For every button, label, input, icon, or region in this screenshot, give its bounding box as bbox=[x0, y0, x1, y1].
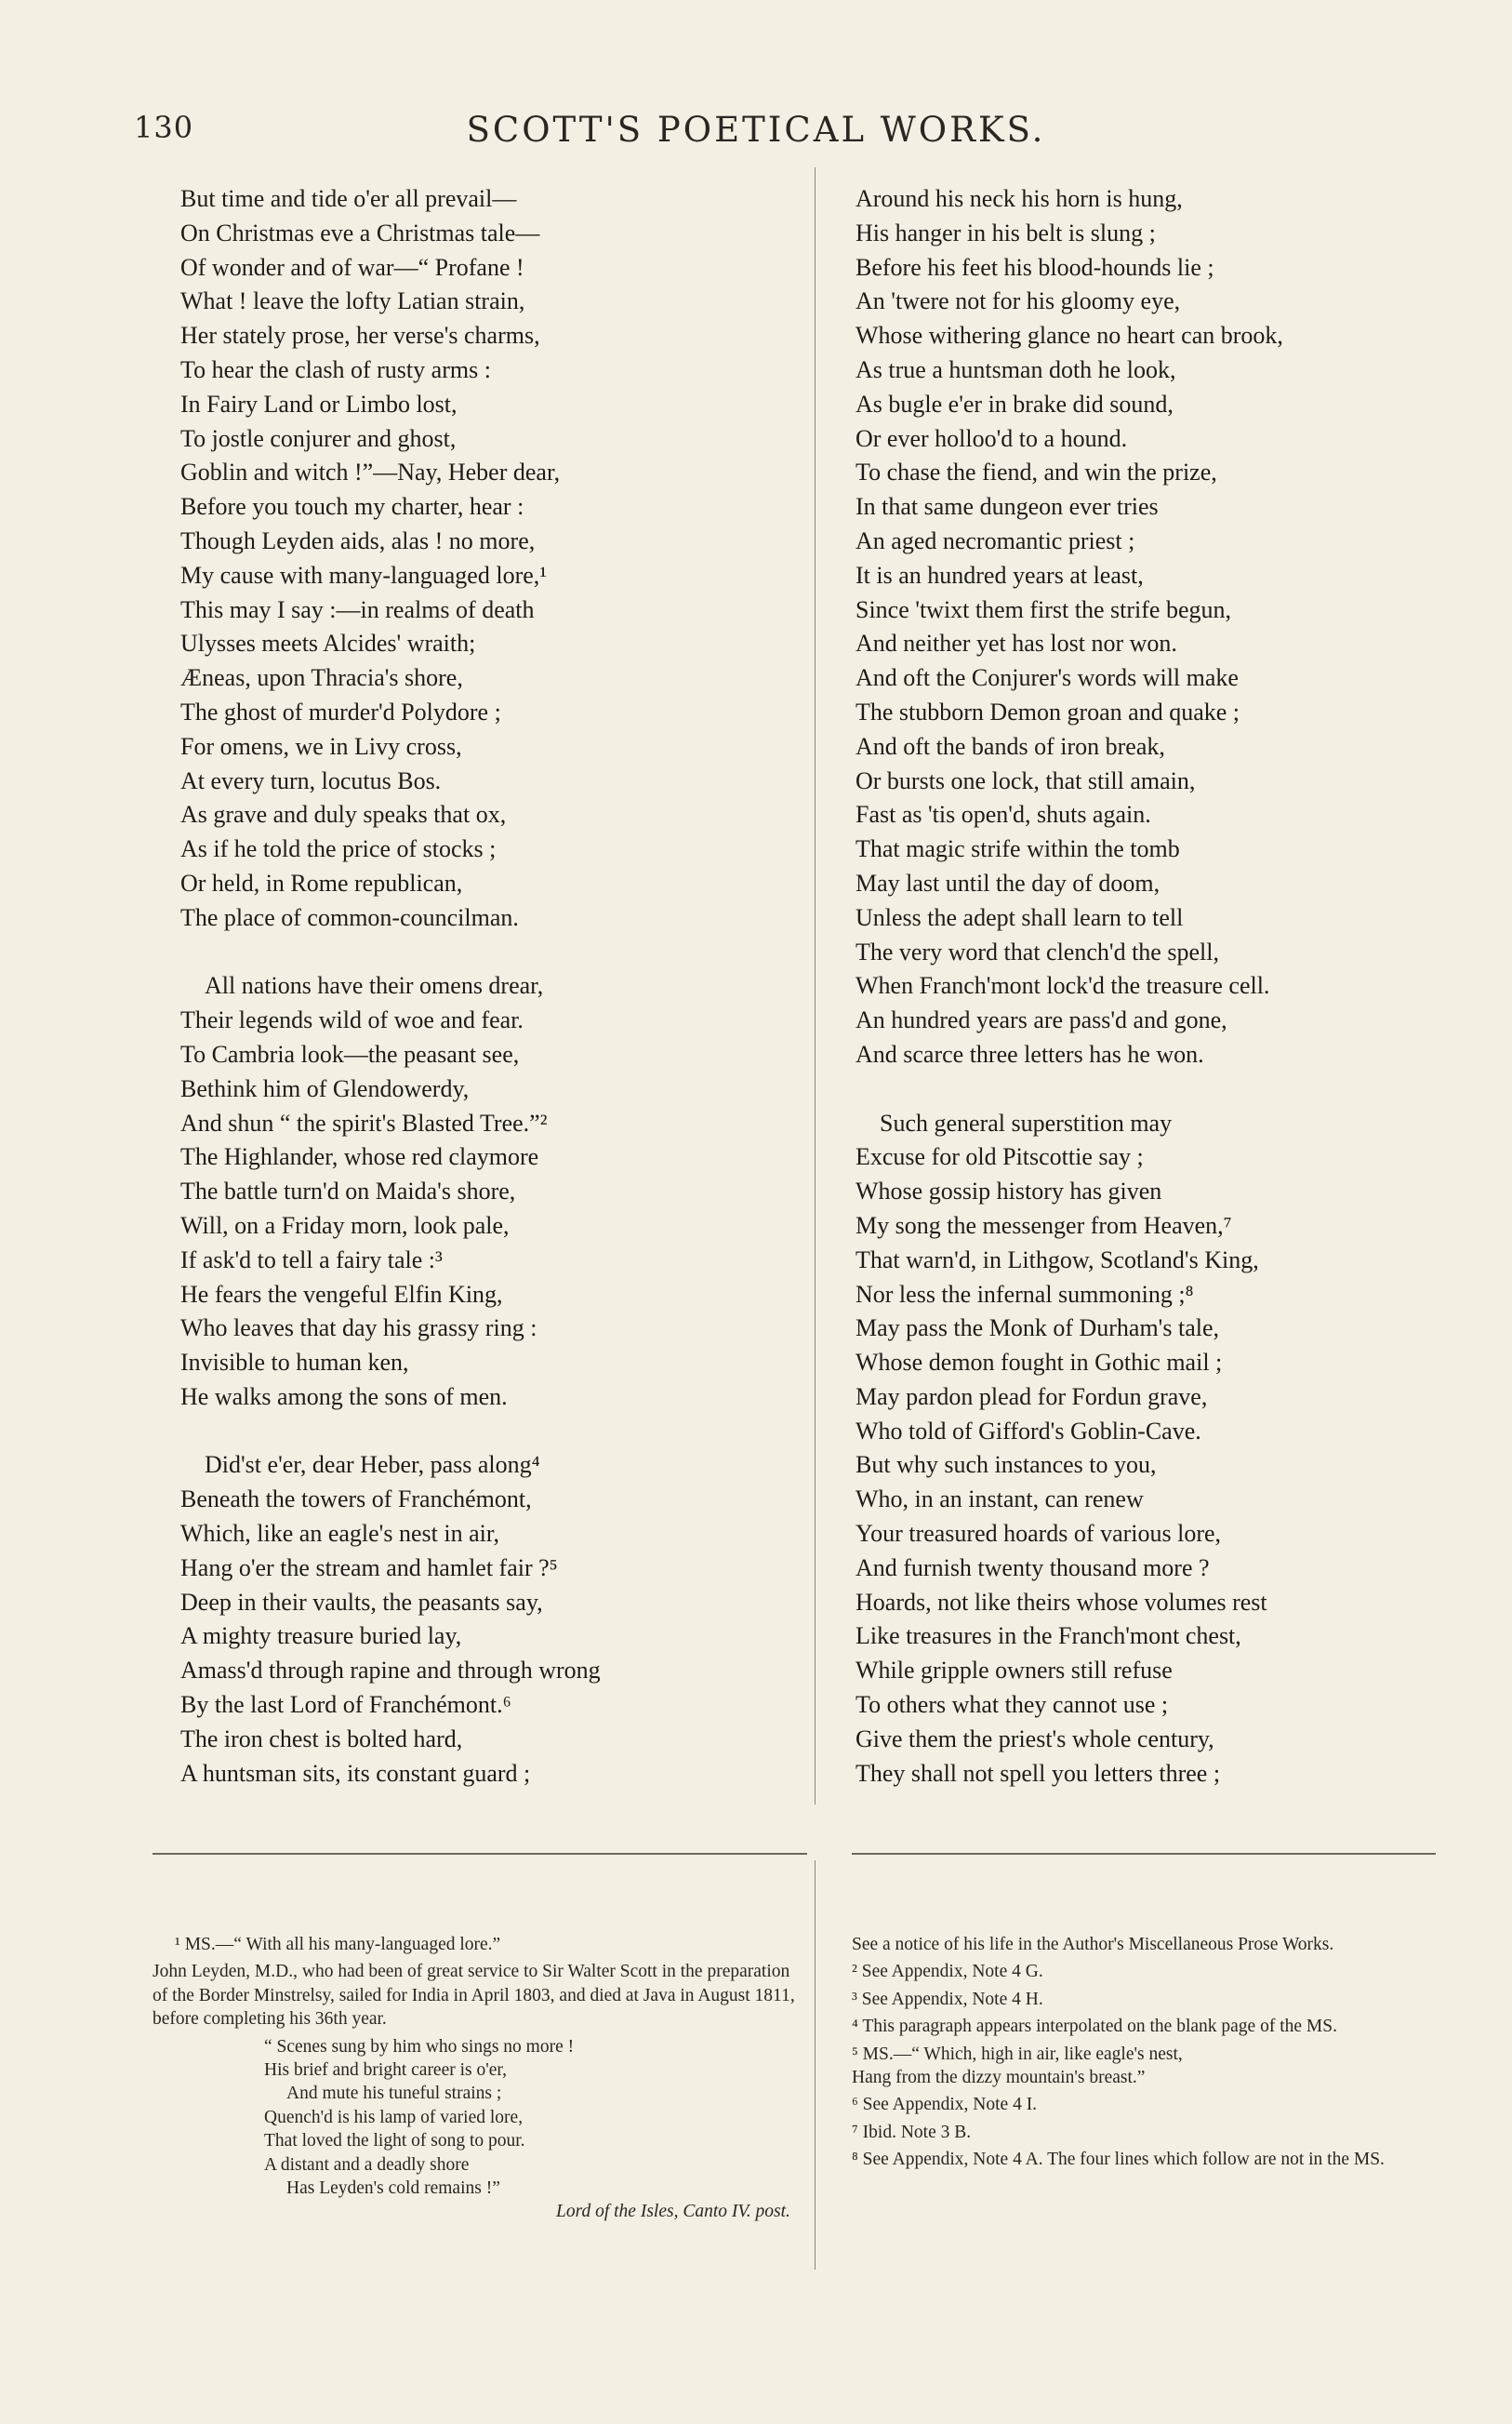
poem-line: An hundred years are pass'd and gone, bbox=[855, 1006, 1227, 1034]
poem-line: Of wonder and of war—“ Profane ! bbox=[180, 253, 524, 281]
footnote-poem-line: That loved the light of song to pour. bbox=[264, 2131, 525, 2151]
poem-line: Whose demon fought in Gothic mail ; bbox=[855, 1349, 1223, 1377]
poem-line: Or bursts one lock, that still amain, bbox=[855, 766, 1196, 794]
footnotes-left bbox=[153, 1933, 803, 2224]
poem-line: Fast as 'tis open'd, shuts again. bbox=[855, 801, 1151, 829]
left-poem-column bbox=[180, 182, 813, 1791]
poem-line: His hanger in his belt is slung ; bbox=[855, 219, 1156, 246]
poem-line: Around his neck his horn is hung, bbox=[855, 185, 1183, 212]
footnote-right-item: ³ See Appendix, Note 4 H. bbox=[852, 1989, 1043, 2009]
poem-line: My song the messenger from Heaven,⁷ bbox=[855, 1211, 1232, 1239]
poem-line: Since 'twixt them first the strife begun, bbox=[855, 595, 1231, 623]
poem-line: The iron chest is bolted hard, bbox=[180, 1725, 463, 1752]
poem-line: Unless the adept shall learn to tell bbox=[855, 903, 1184, 931]
footnote-right-item: Hang from the dizzy mountain's breast.” bbox=[852, 2068, 1146, 2088]
poem-line: Or ever holloo'd to a hound. bbox=[855, 424, 1128, 452]
poem-line: Your treasured hoards of various lore, bbox=[855, 1520, 1222, 1548]
poem-line: Give them the priest's whole century, bbox=[855, 1725, 1214, 1752]
poem-line: Nor less the infernal summoning ;⁸ bbox=[855, 1280, 1194, 1308]
poem-line: Æneas, upon Thracia's shore, bbox=[180, 664, 463, 692]
column-divider bbox=[815, 167, 816, 1805]
poem-line: He walks among the sons of men. bbox=[180, 1382, 508, 1410]
poem-line: They shall not spell you letters three ; bbox=[855, 1759, 1221, 1787]
poem-line: Beneath the towers of Franchémont, bbox=[180, 1485, 532, 1513]
poem-line: The very word that clench'd the spell, bbox=[855, 938, 1219, 966]
poem-line: It is an hundred years at least, bbox=[855, 561, 1144, 589]
right-poem-column bbox=[855, 182, 1432, 1791]
poem-line: To hear the clash of rusty arms : bbox=[180, 355, 491, 383]
poem-line: An aged necromantic priest ; bbox=[855, 526, 1135, 554]
poem-line: Who, in an instant, can renew bbox=[855, 1485, 1144, 1513]
poem-line: But time and tide o'er all prevail— bbox=[180, 185, 517, 212]
footnote-1 bbox=[153, 1933, 803, 2031]
poem-line: What ! leave the lofty Latian strain, bbox=[180, 287, 525, 315]
poem-line: May pardon plead for Fordun grave, bbox=[855, 1382, 1208, 1410]
poem-line: That magic strife within the tomb bbox=[855, 835, 1180, 863]
footnotes-right bbox=[852, 1933, 1428, 2176]
poem-line: Which, like an eagle's nest in air, bbox=[180, 1520, 499, 1548]
poem-line: And furnish twenty thousand more ? bbox=[855, 1553, 1210, 1581]
poem-line: Did'st e'er, dear Heber, pass along⁴ bbox=[205, 1451, 540, 1479]
poem-line: A huntsman sits, its constant guard ; bbox=[180, 1759, 531, 1787]
stanza-break bbox=[855, 1072, 1432, 1107]
poem-line: As true a huntsman doth he look, bbox=[855, 355, 1176, 383]
poem-line: But why such instances to you, bbox=[855, 1451, 1157, 1479]
footnote-right-item: ⁶ See Appendix, Note 4 I. bbox=[852, 2095, 1038, 2115]
poem-line: Whose gossip history has given bbox=[855, 1178, 1162, 1205]
running-title: SCOTT'S POETICAL WORKS. bbox=[466, 110, 1046, 150]
page-number: 130 bbox=[134, 110, 194, 145]
poem-line: Who leaves that day his grassy ring : bbox=[180, 1314, 537, 1342]
footnote-rule-left bbox=[153, 1853, 807, 1855]
poem-line: The stubborn Demon groan and quake ; bbox=[855, 698, 1240, 726]
page-header bbox=[0, 110, 1512, 156]
footnote-right-item: ⁵ MS.—“ Which, high in air, like eagle's nest, bbox=[852, 2044, 1183, 2064]
poem-line: May pass the Monk of Durham's tale, bbox=[855, 1314, 1220, 1342]
poem-line: And oft the bands of iron break, bbox=[855, 732, 1165, 760]
poem-line: When Franch'mont lock'd the treasure cell. bbox=[855, 972, 1270, 1000]
poem-line: Ulysses meets Alcides' wraith; bbox=[180, 630, 476, 658]
poem-line: All nations have their omens drear, bbox=[205, 972, 544, 1000]
poem-line: And neither yet has lost nor won. bbox=[855, 630, 1177, 658]
poem-line: To chase the fiend, and win the prize, bbox=[855, 459, 1217, 486]
poem-line: Such general superstition may bbox=[880, 1109, 1173, 1137]
poem-line: To Cambria look—the peasant see, bbox=[180, 1040, 520, 1068]
poem-line: He fears the vengeful Elfin King, bbox=[180, 1280, 503, 1308]
footnote-poem-line: His brief and bright career is o'er, bbox=[264, 2060, 508, 2081]
poem-line: In Fairy Land or Limbo lost, bbox=[180, 390, 458, 418]
footnote-right-item: ⁸ See Appendix, Note 4 A. The four lines which follow are not in the MS. bbox=[852, 2150, 1385, 2170]
poem-line: As if he told the price of stocks ; bbox=[180, 835, 497, 863]
footnote-1-head: ¹ MS.—“ With all his many-languaged lore.” bbox=[175, 1935, 501, 1954]
poem-line: Or held, in Rome republican, bbox=[180, 869, 463, 897]
poem-line: That warn'd, in Lithgow, Scotland's King, bbox=[855, 1245, 1259, 1273]
poem-line: Will, on a Friday morn, look pale, bbox=[180, 1211, 510, 1239]
poem-line: Though Leyden aids, alas ! no more, bbox=[180, 526, 536, 554]
poem-line: As grave and duly speaks that ox, bbox=[180, 801, 507, 829]
stanza-break bbox=[180, 936, 813, 970]
footnote-poem-line: Has Leyden's cold remains !” bbox=[286, 2178, 500, 2199]
poem-line: At every turn, locutus Bos. bbox=[180, 766, 442, 794]
poem-line: As bugle e'er in brake did sound, bbox=[855, 390, 1174, 418]
poem-line: And shun “ the spirit's Blasted Tree.”² bbox=[180, 1109, 548, 1137]
poem-line: To jostle conjurer and ghost, bbox=[180, 424, 457, 452]
poem-line: While gripple owners still refuse bbox=[855, 1657, 1173, 1685]
poem-line: Amass'd through rapine and through wrong bbox=[180, 1657, 601, 1685]
poem-line: Who told of Gifford's Goblin-Cave. bbox=[855, 1417, 1201, 1445]
poem-line: The ghost of murder'd Polydore ; bbox=[180, 698, 501, 726]
poem-line: Excuse for old Pitscottie say ; bbox=[855, 1143, 1144, 1171]
poem-line: On Christmas eve a Christmas tale— bbox=[180, 219, 540, 246]
poem-line: And scarce three letters has he won. bbox=[855, 1040, 1204, 1068]
footnote-right-item: ⁴ This paragraph appears interpolated on the blank page of the MS. bbox=[852, 2017, 1337, 2037]
poem-line: In that same dungeon ever tries bbox=[855, 493, 1159, 521]
stanza-break bbox=[180, 1415, 813, 1449]
poem-line: Deep in their vaults, the peasants say, bbox=[180, 1588, 543, 1616]
footnote-right-item: ⁷ Ibid. Note 3 B. bbox=[852, 2122, 972, 2142]
footnote-right-item: ² See Appendix, Note 4 G. bbox=[852, 1962, 1043, 1982]
poem-line: Like treasures in the Franch'mont chest, bbox=[855, 1622, 1241, 1650]
footnote-poem-line: And mute his tuneful strains ; bbox=[286, 2084, 502, 2104]
poem-line: By the last Lord of Franchémont.⁶ bbox=[180, 1691, 511, 1719]
poem-line: My cause with many-languaged lore,¹ bbox=[180, 561, 548, 589]
poem-line: Before his feet his blood-hounds lie ; bbox=[855, 253, 1214, 281]
poem-line: The battle turn'd on Maida's shore, bbox=[180, 1178, 516, 1205]
poem-line: A mighty treasure buried lay, bbox=[180, 1622, 462, 1650]
footnote-column-divider bbox=[815, 1860, 816, 2270]
footnote-rule-right bbox=[852, 1853, 1436, 1855]
poem-line: Her stately prose, her verse's charms, bbox=[180, 322, 540, 350]
poem-line: The Highlander, whose red claymore bbox=[180, 1143, 539, 1171]
poem-line: For omens, we in Livy cross, bbox=[180, 732, 462, 760]
poem-line: May last until the day of doom, bbox=[855, 869, 1161, 897]
footnote-poem bbox=[153, 2035, 803, 2224]
poem-line: If ask'd to tell a fairy tale :³ bbox=[180, 1245, 443, 1273]
footnote-right-item: See a notice of his life in the Author's Miscellaneous Prose Works. bbox=[852, 1935, 1334, 1954]
poem-line: Their legends wild of woe and fear. bbox=[180, 1006, 524, 1034]
poem-line: Before you touch my charter, hear : bbox=[180, 493, 524, 521]
poem-line: Invisible to human ken, bbox=[180, 1349, 409, 1377]
poem-line: The place of common-councilman. bbox=[180, 903, 519, 931]
footnote-poem-line: Quench'd is his lamp of varied lore, bbox=[264, 2107, 524, 2127]
poem-line: This may I say :—in realms of death bbox=[180, 595, 535, 623]
poem-line: Whose withering glance no heart can brook, bbox=[855, 322, 1283, 350]
poem-line: Hang o'er the stream and hamlet fair ?⁵ bbox=[180, 1553, 558, 1581]
footnote-poem-line: “ Scenes sung by him who sings no more ! bbox=[264, 2036, 575, 2057]
poem-line: An 'twere not for his gloomy eye, bbox=[855, 287, 1181, 315]
footnote-1-body: John Leyden, M.D., who had been of great service to Sir Walter Scott in the preparation of the Border Minstrelsy, sailed for India in April 1803, and died at Java in August 1811, before completing his 36th year. bbox=[153, 1962, 795, 2030]
poem-line: Bethink him of Glendowerdy, bbox=[180, 1074, 470, 1102]
footnote-citation: Lord of the Isles, Canto IV. post. bbox=[556, 2202, 790, 2222]
footnote-poem-line: A distant and a deadly shore bbox=[264, 2154, 470, 2175]
poem-line: Hoards, not like theirs whose volumes rest bbox=[855, 1588, 1267, 1616]
poem-line: To others what they cannot use ; bbox=[855, 1691, 1169, 1719]
poem-line: Goblin and witch !”—Nay, Heber dear, bbox=[180, 459, 561, 486]
poem-line: And oft the Conjurer's words will make bbox=[855, 664, 1239, 692]
